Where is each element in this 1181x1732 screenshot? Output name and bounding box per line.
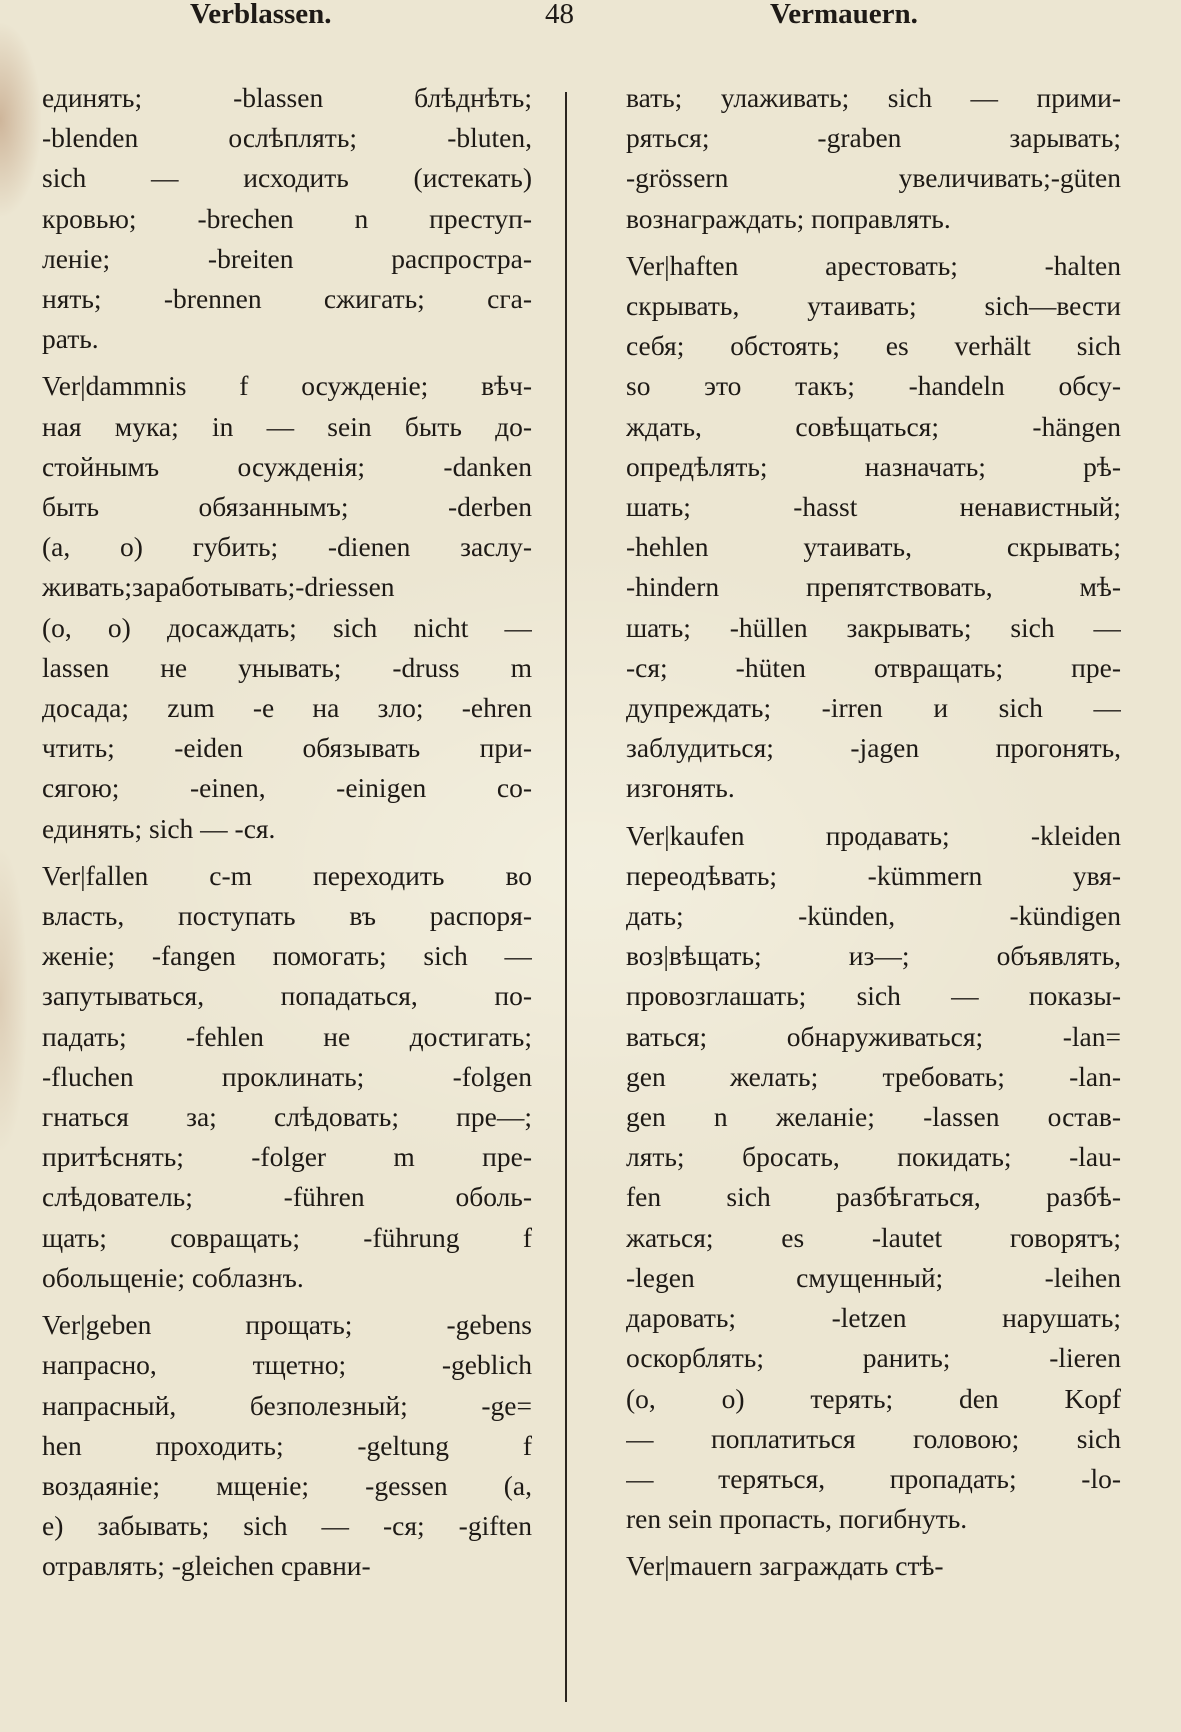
entry-line: Ver|mauern заграждать стѣ- xyxy=(626,1550,944,1582)
entry-line: ждать, совѣщаться; -hängen xyxy=(626,410,1121,442)
entry-line: -hindern препятствовать, мѣ- xyxy=(626,571,1121,603)
entry-line: даровать; -letzen нарушать; xyxy=(626,1302,1121,1334)
entry-line: gen n желаніе; -lassen остав- xyxy=(626,1101,1121,1133)
entry-line: Ver|haften арестовать; -halten xyxy=(626,249,1121,281)
entry-line: ваться; обнаруживаться; -lan= xyxy=(626,1020,1121,1052)
entry-line: Ver|dammnis f осужденіе; вѣч- xyxy=(42,370,532,402)
entry-line: оскорблять; ранить; -lieren xyxy=(626,1342,1121,1374)
entry-line: — поплатиться головою; sich xyxy=(626,1422,1121,1454)
entry-line: ren sein пропасть, погибнуть. xyxy=(626,1503,968,1535)
entry-line: провозглашать; sich — показы- xyxy=(626,980,1121,1012)
entry-line: рать. xyxy=(42,323,99,355)
entry-line: живать;заработывать;-driessen xyxy=(42,571,395,603)
entry-line: единять; -blassen блѣднѣть; xyxy=(42,82,532,113)
entry-line: e) забывать; sich — -ся; -giften xyxy=(42,1510,532,1542)
entry-line: сягою; -einen, -einigen со- xyxy=(42,772,532,804)
entry-line: -ся; -hüten отвращать; пре- xyxy=(626,651,1121,683)
entry-line: hen проходить; -geltung f xyxy=(42,1429,532,1461)
entry-line: (o, o) терять; den Kopf xyxy=(626,1382,1121,1414)
entry-line: власть, поступать въ распоря- xyxy=(42,900,532,932)
entry-line: слѣдователь; -führen оболь- xyxy=(42,1181,532,1213)
entry-line: переодѣвать; -kümmern увя- xyxy=(626,859,1121,891)
column-divider xyxy=(565,92,567,1702)
entry-line: опредѣлять; назначать; рѣ- xyxy=(626,450,1121,482)
page-number: 48 xyxy=(545,0,574,30)
entry-line: стойнымъ осужденія; -danken xyxy=(42,450,532,482)
header-left-catchword: Verblassen. xyxy=(190,0,332,30)
entry-line: досада; zum -e на зло; -ehren xyxy=(42,692,532,724)
entry-line: — теряться, пропадать; -lo- xyxy=(626,1462,1121,1494)
entry-line: Ver|geben прощать; -gebens xyxy=(42,1309,532,1341)
entry-line: Ver|fallen с-m переходить во xyxy=(42,859,532,891)
entry-line: единять; sich — -ся. xyxy=(42,812,276,844)
entry-line: шать; -hüllen закрывать; sich — xyxy=(626,611,1121,643)
entry-line: запутываться, попадаться, по- xyxy=(42,980,532,1012)
entry-line: -blenden ослѣплять; -bluten, xyxy=(42,122,532,154)
entry-line: чтить; -eiden обязывать при- xyxy=(42,732,532,764)
entry-line: вать; улаживать; sich — прими- xyxy=(626,82,1121,113)
entry-line: притѣснять; -folger m пре- xyxy=(42,1141,532,1173)
entry-line: кровью; -brechen n преступ- xyxy=(42,202,532,234)
dictionary-entry xyxy=(626,246,1121,809)
entry-line: -fluchen проклинать; -folgen xyxy=(42,1060,532,1092)
left-column xyxy=(42,78,532,1587)
entry-line: обольщеніе; соблазнъ. xyxy=(42,1261,304,1293)
entry-line: шать; -hasst ненавистный; xyxy=(626,491,1121,523)
dictionary-entry xyxy=(42,78,532,359)
entry-line: Ver|kaufen продавать; -kleiden xyxy=(626,819,1121,851)
dictionary-entry xyxy=(626,78,1121,239)
entry-line: напрасный, безполезный; -ge= xyxy=(42,1389,532,1421)
entry-line: воз|вѣщать; из—; объявлять, xyxy=(626,940,1121,972)
entry-line: изгонять. xyxy=(626,772,735,804)
dictionary-entry xyxy=(42,366,532,848)
entry-line: вознаграждать; поправлять. xyxy=(626,202,951,234)
entry-line: падать; -fehlen не достигать; xyxy=(42,1020,532,1052)
entry-line: щать; совращать; -führung f xyxy=(42,1221,532,1253)
entry-line: заблудиться; -jagen прогонять, xyxy=(626,732,1121,764)
entry-line: lassen не унывать; -druss m xyxy=(42,651,532,683)
dictionary-entry xyxy=(626,816,1121,1540)
entry-line: (a, o) губить; -dienen заслу- xyxy=(42,531,532,563)
entry-line: -legen смущенный; -leihen xyxy=(626,1261,1121,1293)
entry-line: fen sich разбѣгаться, разбѣ- xyxy=(626,1181,1121,1213)
entry-line: женіе; -fangen помогать; sich — xyxy=(42,940,532,972)
entry-line: sich — исходить (истекать) xyxy=(42,162,532,194)
entry-line: (o, o) досаждать; sich nicht — xyxy=(42,611,532,643)
entry-line: ная мука; in — sein быть до- xyxy=(42,410,532,442)
entry-line: дать; -künden, -kündigen xyxy=(626,900,1121,932)
dictionary-entry xyxy=(42,856,532,1298)
entry-line: -hehlen утаивать, скрывать; xyxy=(626,531,1121,563)
entry-line: gen желать; требовать; -lan- xyxy=(626,1060,1121,1092)
entry-line: себя; обстоять; es verhält sich xyxy=(626,330,1121,362)
entry-line: лять; бросать, покидать; -lau- xyxy=(626,1141,1121,1173)
entry-line: быть обязаннымъ; -derben xyxy=(42,491,532,523)
running-header xyxy=(0,0,1181,32)
entry-line: so это такъ; -handeln обсу- xyxy=(626,370,1121,402)
entry-line: -grössern увеличивать;-güten xyxy=(626,162,1121,194)
entry-line: гнаться за; слѣдовать; пре—; xyxy=(42,1101,532,1133)
right-column xyxy=(626,78,1121,1587)
entry-line: ряться; -graben зарывать; xyxy=(626,122,1121,154)
entry-line: воздаяніе; мщеніе; -gessen (a, xyxy=(42,1469,532,1501)
entry-line: отравлять; -gleichen сравни- xyxy=(42,1550,371,1582)
entry-line: жаться; es -lautet говорятъ; xyxy=(626,1221,1121,1253)
entry-line: напрасно, тщетно; -geblich xyxy=(42,1349,532,1381)
entry-line: дупреждать; -irren и sich — xyxy=(626,692,1121,724)
entry-line: скрывать, утаивать; sich—вести xyxy=(626,290,1121,322)
dictionary-entry xyxy=(42,1305,532,1586)
dictionary-entry xyxy=(626,1546,1121,1586)
header-right-catchword: Vermauern. xyxy=(770,0,918,30)
entry-line: нять; -brennen сжигать; сга- xyxy=(42,283,532,315)
entry-line: леніе; -breiten распростра- xyxy=(42,242,532,274)
